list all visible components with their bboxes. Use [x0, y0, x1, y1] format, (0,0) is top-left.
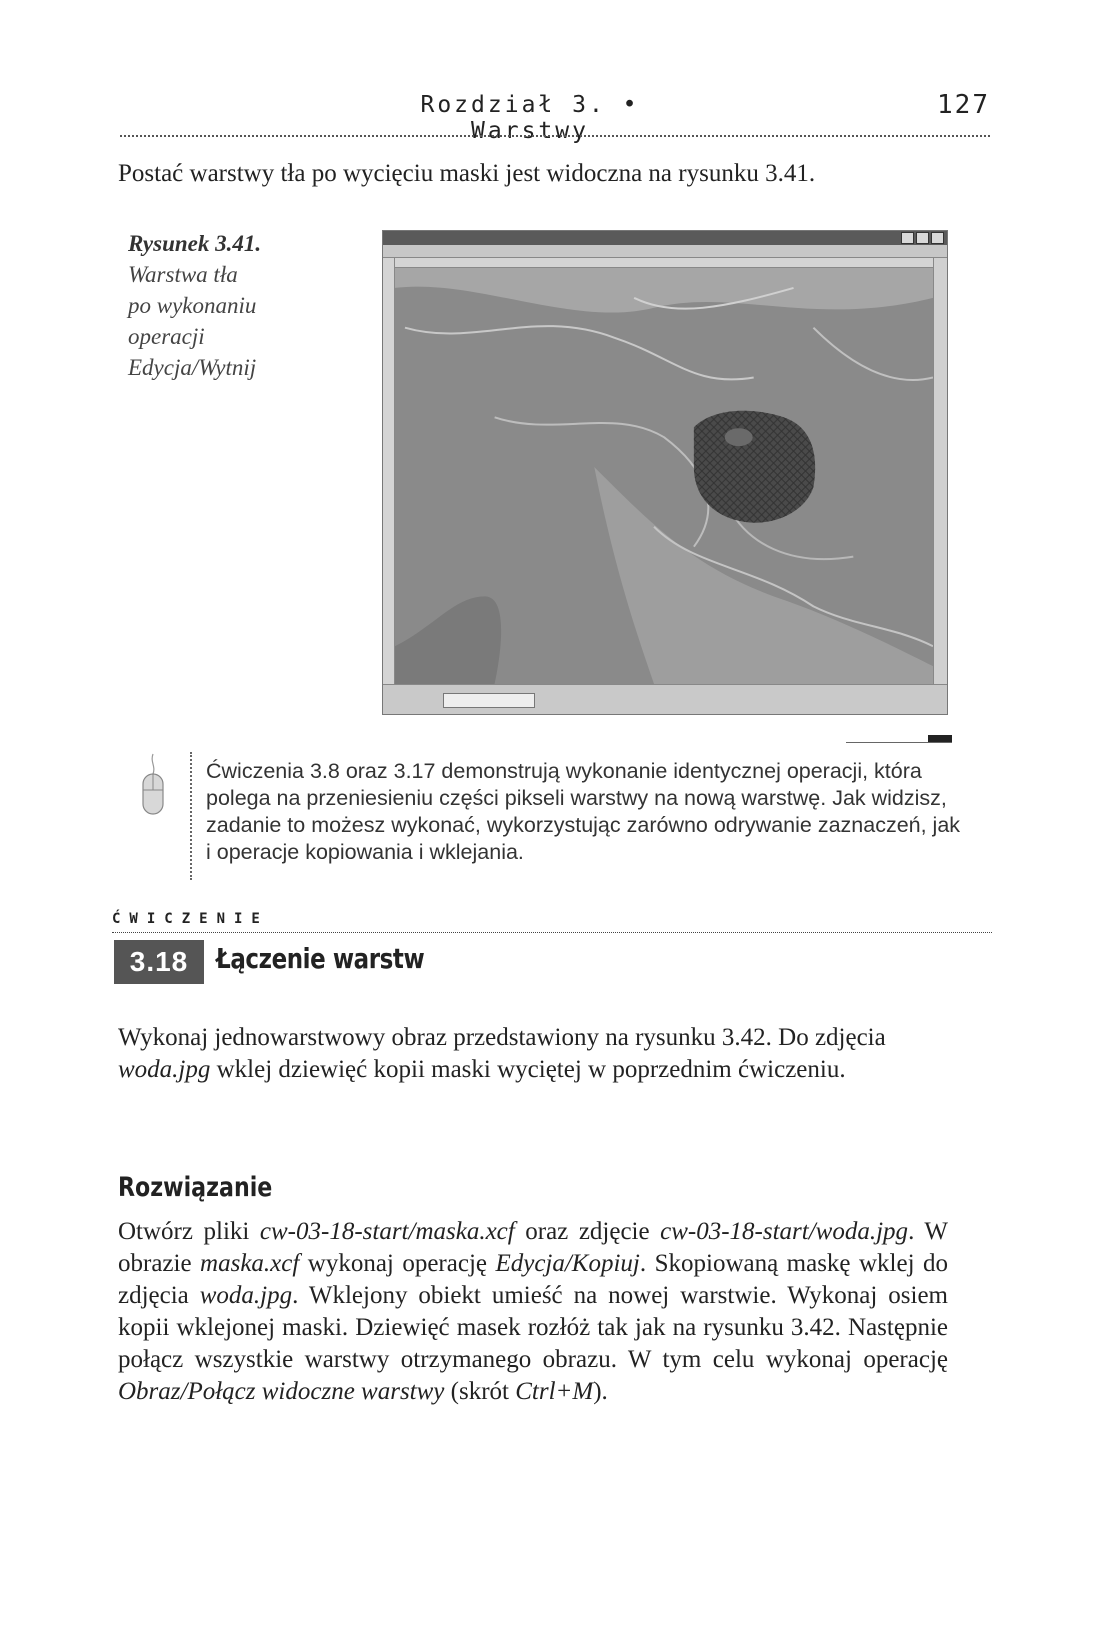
exercise-number-badge: 3.18: [114, 940, 204, 984]
figure-screenshot: [382, 230, 948, 715]
screenshot-titlebar: [383, 231, 947, 245]
solution-filename: cw-03-18-start/woda.jpg: [660, 1218, 909, 1245]
solution-text: . W obrazie: [118, 1218, 948, 1277]
figure-caption-line: Warstwa tła: [128, 262, 238, 287]
close-icon: [931, 232, 944, 244]
intro-paragraph: Postać warstwy tła po wycięciu maski jest widoczna na rysunku 3.41.: [118, 160, 816, 187]
figure-caption-line: Edycja/Wytnij: [128, 355, 257, 380]
solution-text: wykonaj operację: [299, 1250, 496, 1277]
exercise-label: ĆWICZENIE: [112, 911, 269, 927]
note-rule: [846, 742, 952, 743]
running-title: Rozdział 3. • Warstwy: [420, 92, 640, 144]
solution-filename: maska.xcf: [200, 1250, 300, 1277]
screenshot-statusbar: [383, 684, 947, 714]
solution-heading: Rozwiązanie: [118, 1172, 273, 1203]
water-image: [395, 268, 933, 684]
figure-caption-line: operacji: [128, 324, 205, 349]
task-filename: woda.jpg: [118, 1056, 211, 1083]
minimize-icon: [901, 232, 914, 244]
exercise-title: Łączenie warstw: [216, 942, 425, 975]
screenshot-menubar: [383, 245, 947, 258]
solution-filename: woda.jpg: [199, 1282, 293, 1309]
screenshot-zoom-box: [443, 693, 535, 708]
solution-text: . Skopiowaną maskę wklej do zdjęcia: [118, 1250, 948, 1309]
note-divider: [190, 752, 192, 880]
solution-text: (skrót: [444, 1378, 516, 1405]
screenshot-ruler-left: [383, 258, 395, 684]
exercise-rule: [112, 932, 992, 933]
task-paragraph: [118, 1022, 948, 1086]
solution-shortcut: Ctrl+M: [515, 1378, 594, 1405]
task-text: Wykonaj jednowarstwowy obraz przedstawiony na rysunku 3.42. Do zdjęcia: [118, 1024, 886, 1051]
header-rule: [120, 135, 990, 137]
solution-text: . Wklejony obiekt umieść na nowej warstwie. Wykonaj osiem kopii wklejonej maski. Dziewięć masek rozłóż tak jak na rysunku 3.42. Następnie połącz wszystkie warstwy otrzymanego obrazu. W tym celu wykonaj operację: [118, 1282, 948, 1373]
note-text: Ćwiczenia 3.8 oraz 3.17 demonstrują wykonanie identycznej operacji, która polega na przeniesieniu części pikseli warstwy na nową warstwę. Jak widzisz, zadanie to możesz wykonać, wykorzystując zarówno odrywanie zaznaczeń, jak i operacje kopiowania i wklejania.: [206, 759, 961, 864]
solution-menu-path: Obraz/Połącz widoczne warstwy: [118, 1378, 445, 1405]
screenshot-canvas: [395, 268, 933, 684]
solution-menu-path: Edycja/Kopiuj: [495, 1250, 640, 1277]
screenshot-ruler-top: [395, 258, 933, 268]
solution-filename: cw-03-18-start/maska.xcf: [259, 1218, 515, 1245]
screenshot-window-buttons: [901, 232, 944, 244]
screenshot-vertical-scrollbar: [933, 258, 947, 684]
solution-text: ).: [593, 1378, 608, 1405]
solution-text: oraz zdjęcie: [514, 1218, 661, 1245]
figure-caption: [128, 228, 348, 383]
solution-text: Otwórz pliki: [118, 1218, 260, 1245]
maximize-icon: [916, 232, 929, 244]
figure-caption-title: Rysunek 3.41.: [128, 231, 262, 256]
figure-caption-line: po wykonaniu: [128, 293, 257, 318]
task-text: wklej dziewięć kopii maski wyciętej w poprzednim ćwiczeniu.: [210, 1056, 846, 1083]
solution-paragraph: [118, 1216, 948, 1408]
mouse-icon: [138, 752, 168, 822]
page-number: 127: [937, 90, 990, 120]
